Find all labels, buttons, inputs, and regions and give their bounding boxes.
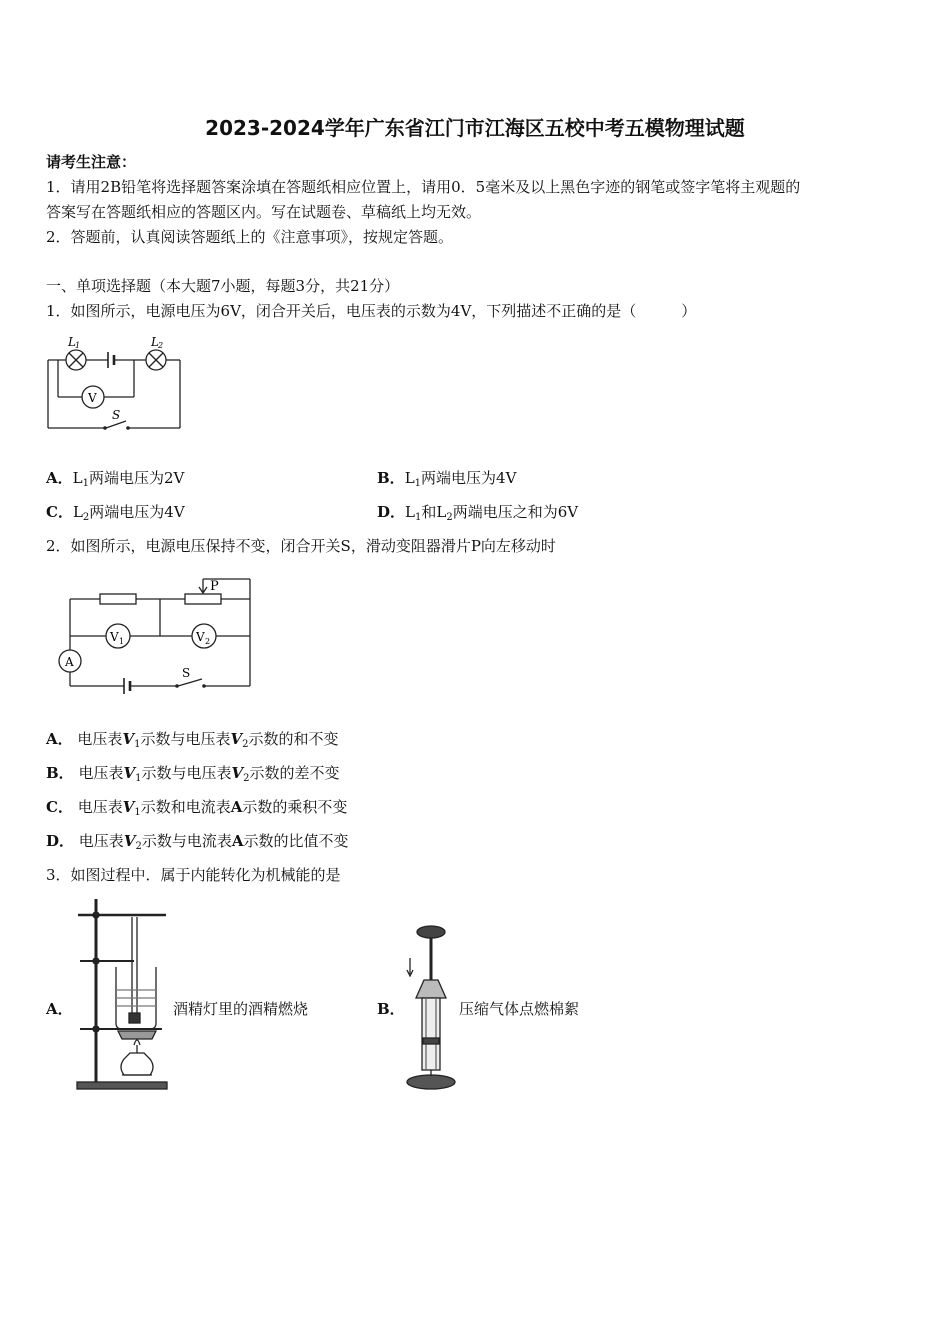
q2-option-d-text-1: 电压表 [78,832,124,850]
q1-option-c-tag: C． [46,503,73,521]
q2-option-a-text-2: 示数与电压表 [140,730,231,748]
q2-option-a-text-3: 示数的和不变 [248,730,339,748]
q2-option-c-v1: V [122,798,135,816]
q2-option-c[interactable] [46,797,347,823]
q2-option-d[interactable] [46,831,349,857]
q2-option-d-tag: D． [46,832,75,850]
q2-option-c-a: A [230,798,243,816]
q2-option-d-a: A [231,832,244,850]
q3-stem: 3．如图过程中．属于内能转化为机械能的是 [46,866,341,884]
q2-option-a-v2-sub: 2 [242,739,249,750]
q2-option-b[interactable] [46,763,340,789]
q3-option-b-text[interactable]: 压缩气体点燃棉絮 [459,1000,580,1018]
q2-option-d-v2: V [123,832,136,850]
q2-fig-switch-label: S [182,666,191,680]
q1-option-c-text: 两端电压为4V [89,503,185,521]
q1-option-d-sub: 1 [414,512,422,523]
q1-option-d-symbol: L [405,503,415,521]
q2-option-c-text-2: 示数和电流表 [140,798,231,816]
notice-item-2: 2．答题前，认真阅读答题纸上的《注意事项》，按规定答题。 [46,228,454,246]
q2-option-a-text-1: 电压表 [77,730,123,748]
q1-fig-l1-label: L [68,335,76,349]
q2-option-a-tag: A． [46,730,73,748]
q2-option-a[interactable] [46,729,339,755]
q3-option-a-text[interactable]: 酒精灯里的酒精燃烧 [173,1000,309,1018]
q1-option-d-tag: D． [377,503,406,521]
q2-option-c-v1-sub: 1 [134,807,141,818]
q1-fig-l2-label: L [151,335,159,349]
q1-option-a-text: 两端电压为2V [88,469,185,487]
q2-option-c-text-3: 示数的乘积不变 [242,798,348,816]
q2-fig-ammeter-label: A [65,655,74,669]
q2-option-b-text-2: 示数与电压表 [141,764,232,782]
q2-option-b-v1: V [123,764,136,782]
q1-fig-l2-sub: 2 [158,341,164,350]
section-heading: 一、单项选择题（本大题7小题，每题3分，共21分） [46,277,400,295]
q2-fig-p-label: P [210,579,219,594]
q2-stem: 2．如图所示，电源电压保持不变，闭合开关S，滑动变阻器滑片P向左移动时 [46,537,556,555]
q2-fig-v2-label: V [196,630,205,644]
q2-option-b-tag: B． [46,764,74,782]
notice-item-1-line-1: 1．请用2B铅笔将选择题答案涂填在答题纸相应位置上，请用0．5毫米及以上黑色字迹的钢笔或签字笔将主观题的 [46,178,801,196]
notice-heading: 请考生注意： [46,153,137,171]
q1-option-a-tag: A． [46,469,73,487]
q1-circuit-diagram [42,330,187,435]
q1-option-c[interactable] [46,502,185,528]
q1-option-a[interactable] [46,468,184,494]
q2-fig-v1-label: V [110,630,119,644]
q1-option-b-tag: B． [377,469,405,487]
q2-option-d-text-2: 示数与电流表 [141,832,232,850]
q2-option-b-text-3: 示数的差不变 [249,764,340,782]
q1-option-c-symbol: L [72,503,83,521]
q2-option-a-v1: V [122,730,135,748]
q1-fig-switch-label: S [112,408,121,422]
q3-option-b-tag[interactable]: B． [377,1000,405,1018]
q1-stem: 1．如图所示，电源电压为6V，闭合开关后，电压表的示数为4V，下列描述不正确的是（ ） [46,302,697,320]
q2-option-b-v2: V [231,764,244,782]
q2-option-b-v1-sub: 1 [135,773,142,784]
q1-fig-l1-sub: 1 [75,341,81,350]
q1-option-b-sub: 1 [414,478,422,489]
q2-fig-v2-sub: 2 [205,637,211,646]
q1-option-d-mid: 和L [421,503,447,521]
q2-fig-v1-sub: 1 [119,637,125,646]
q2-option-b-v2-sub: 2 [243,773,250,784]
q1-option-b-text: 两端电压为4V [421,469,517,487]
q1-option-b[interactable] [377,468,516,494]
q3-option-a-tag[interactable]: A． [46,1000,73,1018]
q1-option-b-symbol: L [404,469,415,487]
q1-option-c-sub: 2 [82,512,90,523]
q1-option-a-symbol: L [72,469,83,487]
q3-option-b-image-air-compression-syringe [400,920,460,1095]
q2-option-d-v2-sub: 2 [135,841,142,852]
q1-fig-voltmeter-label: V [88,391,97,405]
page-title: 2023-2024学年广东省江门市江海区五校中考五模物理试题 [205,116,745,140]
q2-circuit-diagram [54,574,259,694]
notice-item-1-line-2: 答案写在答题纸相应的答题区内。写在试题卷、草稿纸上均无效。 [46,203,482,221]
q1-option-d-sub2: 2 [446,512,453,523]
q1-option-a-sub: 1 [82,478,89,489]
q2-option-c-text-1: 电压表 [77,798,123,816]
q2-option-a-v2: V [230,730,243,748]
q2-option-a-v1-sub: 1 [134,739,141,750]
q1-option-d-text: 两端电压之和为6V [452,503,579,521]
q2-option-b-text-1: 电压表 [78,764,124,782]
q3-option-a-image-alcohol-lamp-apparatus [74,895,174,1095]
q2-option-c-tag: C． [46,798,73,816]
q2-option-d-text-3: 示数的比值不变 [243,832,349,850]
q1-option-d[interactable] [377,502,578,528]
